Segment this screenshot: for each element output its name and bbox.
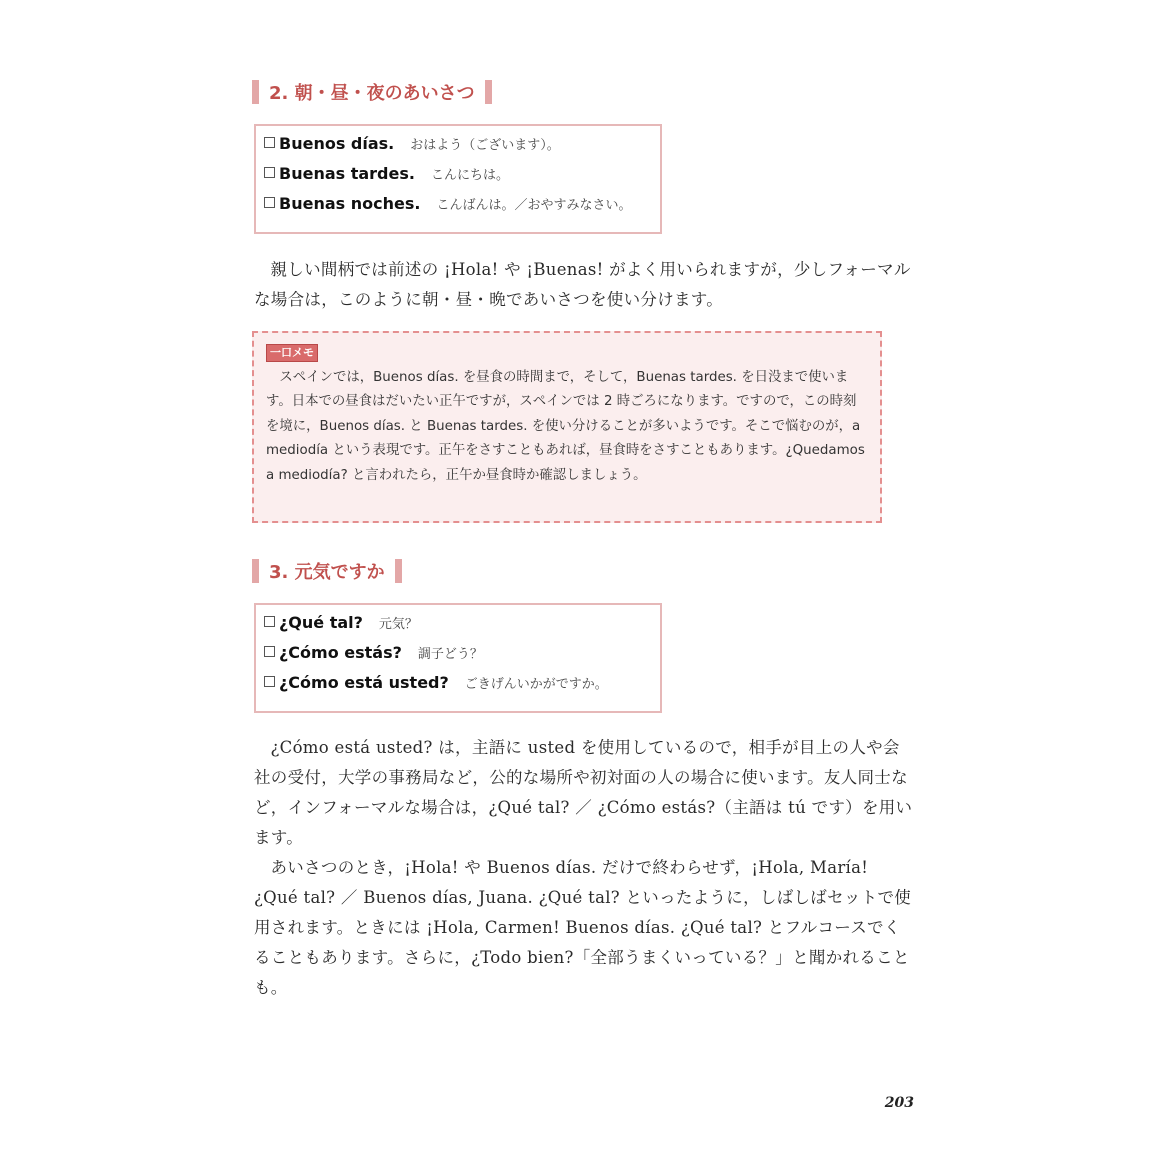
phrase-spanish: ¿Cómo está usted?	[279, 673, 449, 692]
section-3-heading	[252, 558, 402, 584]
body-text: 親しい間柄では前述の ¡Hola! や ¡Buenas! がよく用いられますが，少しフォーマルな場合は，このように朝・昼・晩であいさつを使い分けます。	[254, 260, 911, 309]
phrase-japanese: おはよう（ございます）。	[410, 138, 560, 153]
section-2-heading	[252, 79, 492, 105]
phrase-row	[264, 194, 652, 224]
body-text: あいさつのとき，¡Hola! や Buenos días. だけで終わらせず，¡Hola, María! ¿Qué tal? ／ Buenos días, Juana. ¿Qué tal? といったように，しばしばセットで使用されます。ときには ¡Hola, Carmen! Buenos días. ¿Qué tal? とフルコースでくることもあります。さらに，¿Todo bien?「全部うまくいっている？」と聞かれることも。	[254, 858, 912, 997]
phrase-japanese: こんばんは。／おやすみなさい。	[436, 198, 632, 213]
phrase-row	[264, 134, 652, 164]
heading-bar-right	[485, 80, 492, 104]
phrase-row	[264, 673, 652, 703]
heading-bar-left	[252, 80, 259, 104]
phrase-japanese: 調子どう？	[417, 647, 483, 662]
heading-bar-right	[395, 559, 402, 583]
greetings-phrase-box	[254, 124, 662, 234]
checkbox-icon[interactable]	[264, 616, 275, 627]
section-2-paragraph	[254, 255, 914, 315]
phrase-row	[264, 164, 652, 194]
checkbox-icon[interactable]	[264, 197, 275, 208]
phrase-japanese: こんにちは。	[430, 168, 509, 183]
phrase-row	[264, 613, 652, 643]
section-3-title: 3. 元気ですか	[269, 562, 385, 583]
phrase-spanish: ¿Cómo estás?	[279, 643, 402, 662]
checkbox-icon[interactable]	[264, 167, 275, 178]
phrase-spanish: Buenos días.	[279, 134, 395, 153]
memo-box	[252, 331, 882, 523]
heading-bar-left	[252, 559, 259, 583]
section-3-paragraphs	[254, 733, 914, 1003]
how-are-you-phrase-box	[254, 603, 662, 713]
checkbox-icon[interactable]	[264, 137, 275, 148]
phrase-row	[264, 643, 652, 673]
phrase-spanish: ¿Qué tal?	[279, 613, 363, 632]
phrase-japanese: ごきげんいかがですか。	[464, 677, 608, 692]
page-number: 203	[884, 1095, 914, 1111]
phrase-japanese: 元気？	[378, 617, 418, 632]
checkbox-icon[interactable]	[264, 676, 275, 687]
phrase-spanish: Buenas tardes.	[279, 164, 415, 183]
section-2-title: 2. 朝・昼・夜のあいさつ	[269, 83, 475, 104]
memo-text: スペインでは，Buenos días. を昼食の時間まで，そして，Buenas tardes. を日没まで使います。日本での昼食はだいたい正午ですが，スペインでは 2 時ごろになります。ですので，この時刻を境に，Buenos días. と Buenas tardes. を使い分けることが多いようです。そこで悩むのが，a mediodía という表現です。正午をさすこともあれば，昼食時をさすこともあります。¿Quedamos a mediodía? と言われたら，正午か昼食時か確認しましょう。	[266, 369, 865, 483]
body-text: ¿Cómo está usted? は，主語に usted を使用しているので，相手が目上の人や会社の受付，大学の事務局など，公的な場所や初対面の人の場合に使います。友人同士など，インフォーマルな場合は，¿Qué tal? ／ ¿Cómo estás?（主語は tú です）を用います。	[254, 738, 913, 847]
memo-label: 一口メモ	[266, 344, 318, 362]
checkbox-icon[interactable]	[264, 646, 275, 657]
phrase-spanish: Buenas noches.	[279, 194, 421, 213]
